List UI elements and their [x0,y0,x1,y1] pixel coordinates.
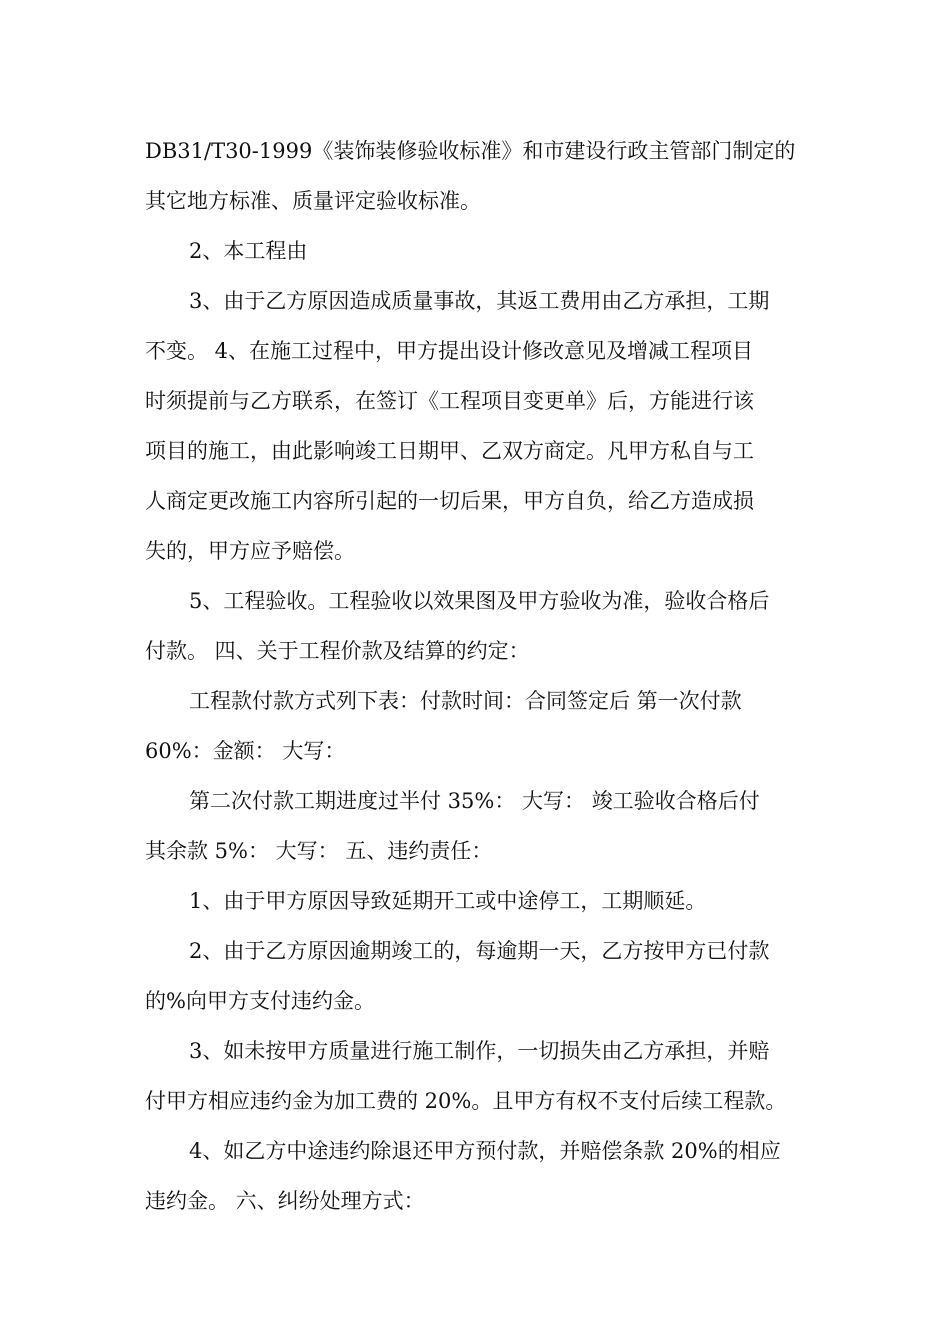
text-line: 违约金。 六、纠纷处理方式： [145,1189,425,1213]
text-line: 3、如未按甲方质量进行施工制作，一切损失由乙方承担，并赔 [189,1039,770,1063]
text-line: DB31/T30-1999《装饰装修验收标准》和市建设行政主管部门制定的 [145,139,796,163]
text-line: 其它地方标准、质量评定验收标准。 [145,189,481,213]
text-line: 不变。 4、在施工过程中，甲方提出设计修改意见及增减工程项目 [145,339,754,363]
text-line: 其余款 5%： 大写： 五、违约责任： [145,839,493,863]
text-line: 2、本工程由 [189,239,308,263]
text-line: 的%向甲方支付违约金。 [145,989,375,1013]
text-line: 1、由于甲方原因导致延期开工或中途停工，工期顺延。 [189,889,707,913]
text-line: 4、如乙方中途违约除退还甲方预付款，并赔偿条款 20%的相应 [189,1139,781,1163]
text-line: 时须提前与乙方联系，在签订《工程项目变更单》后，方能进行该 [145,389,754,413]
text-line: 60%：金额： 大写： [145,739,346,763]
text-line: 项目的施工，由此影响竣工日期甲、乙双方商定。凡甲方私自与工 [145,439,754,463]
text-line: 3、由于乙方原因造成质量事故，其返工费用由乙方承担，工期 [189,289,770,313]
text-line: 失的，甲方应予赔偿。 [145,539,355,563]
text-line: 2、由于乙方原因逾期竣工的，每逾期一天，乙方按甲方已付款 [189,939,770,963]
text-line: 工程款付款方式列下表：付款时间：合同签定后 第一次付款 [189,689,742,713]
text-line: 付款。 四、关于工程价款及结算的约定： [145,639,530,663]
text-line: 5、工程验收。工程验收以效果图及甲方验收为准，验收合格后 [189,589,770,613]
text-line: 付甲方相应违约金为加工费的 20%。且甲方有权不支付后续工程款。 [145,1089,787,1113]
text-line: 人商定更改施工内容所引起的一切后果，甲方自负，给乙方造成损 [145,489,754,513]
text-line: 第二次付款工期进度过半付 35%： 大写： 竣工验收合格后付 [189,789,760,813]
